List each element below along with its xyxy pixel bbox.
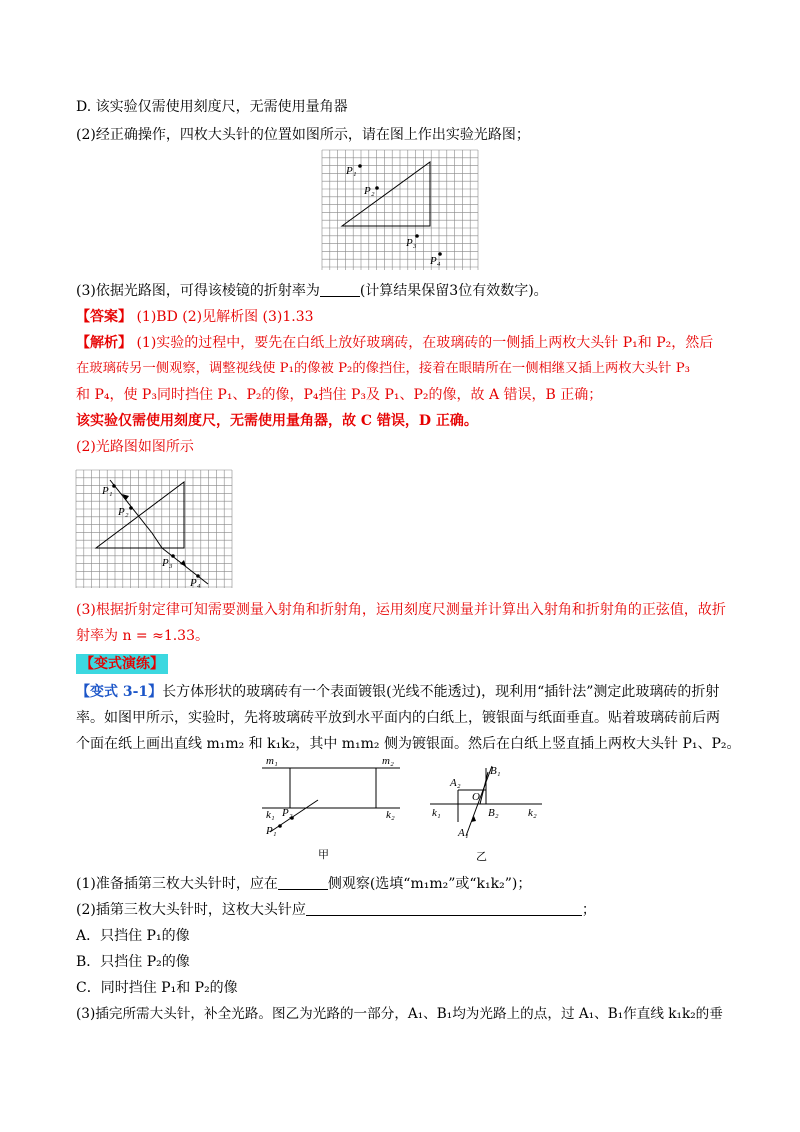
label-p2: P₂ (364, 185, 375, 197)
label-k2: k₂ (528, 807, 537, 819)
caption-jia: 甲 (318, 849, 329, 861)
blank-1[interactable] (278, 875, 328, 890)
label-a2: A₂ (450, 777, 461, 789)
blank-2[interactable] (306, 901, 582, 916)
variant-line-2: 率。如图甲所示，实验时，先将玻璃砖平放到水平面内的白纸上，镀银面与纸面垂直。贴着玻璃砖前后两 (76, 710, 720, 726)
analysis-line-6: (3)根据折射定律可知需要测量入射角和折射角，运用刻度尺测量并计算出入射角和折射角的正弦值，故折 (76, 602, 726, 618)
label-k2: k₂ (386, 809, 395, 821)
label-p4: P₄ (430, 255, 441, 267)
label-p1: P₁ (102, 485, 113, 497)
label-b2: B₂ (488, 807, 499, 819)
analysis-line-1: 【解析】 (1)实验的过程中，要先在白纸上放好玻璃砖，在玻璃砖的一侧插上两枚大头针 P₁和 P₂，然后 (76, 335, 714, 351)
analysis-line-7: 射率为 n = ≈1.33。 (76, 628, 209, 644)
analysis-line-2: 在玻璃砖另一侧观察，调整视线使 P₁的像被 P₂的像挡住，接着在眼睛所在一侧相继又插上两枚大头针 P₃ (76, 361, 690, 376)
analysis-line-5: (2)光路图如图所示 (76, 439, 194, 455)
option-c[interactable]: C．同时挡住 P₁和 P₂的像 (76, 980, 238, 996)
sub-question-3: (3)插完所需大头针，补全光路。图乙为光路的一部分，A₁、B₁均为光路上的点，过 A₁、B₁作直线 k₁k₂的垂 (76, 1006, 723, 1022)
label-p2: P₂ (118, 506, 129, 518)
label-p2: P₂ (282, 807, 293, 819)
option-b[interactable]: B．只挡住 P₂的像 (76, 954, 190, 970)
label-p4: P₄ (190, 577, 201, 589)
variant-banner: 【变式演练】 (76, 654, 168, 674)
option-d: D. 该实验仅需使用刻度尺，无需使用量角器 (76, 99, 348, 115)
question-3: (3)依据光路图，可得该棱镜的折射率为 (计算结果保留3位有效数字)。 (76, 283, 548, 299)
option-a[interactable]: A．只挡住 P₁的像 (76, 928, 190, 944)
caption-yi: 乙 (476, 851, 487, 863)
label-p3: P₃ (406, 237, 417, 249)
label-p3: P₃ (162, 557, 173, 569)
label-o: O (472, 791, 480, 803)
answer-blank[interactable] (320, 282, 360, 297)
label-m2: m₂ (382, 755, 394, 767)
label-p1: P₁ (266, 825, 277, 837)
sub-question-1: (1)准备插第三枚大头针时，应在 侧观察(选填“m₁m₂”或“k₁k₂”)； (76, 876, 532, 892)
label-k1: k₁ (432, 807, 441, 819)
variant-line-1: 【变式 3-1】长方体形状的玻璃砖有一个表面镀银(光线不能透过)，现利用“插针法”测定此玻璃砖的折射 (76, 684, 720, 700)
figure-jia (262, 755, 412, 864)
grid-figure-1 (322, 150, 480, 272)
answer-line: 【答案】 (1)BD (2)见解析图 (3)1.33 (76, 309, 314, 325)
sub-question-2: (2)插第三枚大头针时，这枚大头针应 ； (76, 902, 596, 918)
label-a1: A₁ (458, 827, 469, 839)
label-k1: k₁ (266, 809, 275, 821)
label-m1: m₁ (266, 755, 278, 767)
label-b1: B₁ (490, 765, 501, 777)
analysis-line-3: 和 P₄，使 P₃同时挡住 P₁、P₂的像，P₄挡住 P₃及 P₁、P₂的像，故 A 错误，B 正确； (76, 387, 603, 403)
grid-figure-2 (76, 470, 234, 590)
question-2: (2)经正确操作，四枚大头针的位置如图所示，请在图上作出实验光路图； (76, 127, 530, 143)
analysis-line-4: 该实验仅需使用刻度尺，无需使用量角器，故 C 错误，D 正确。 (76, 413, 478, 429)
figure-yi (430, 762, 550, 866)
label-p1: P₁ (346, 165, 357, 177)
variant-line-3: 个面在纸上画出直线 m₁m₂ 和 k₁k₂，其中 m₁m₂ 侧为镀银面。然后在白纸上竖直插上两枚大头针 P₁、P₂。 (76, 736, 741, 752)
